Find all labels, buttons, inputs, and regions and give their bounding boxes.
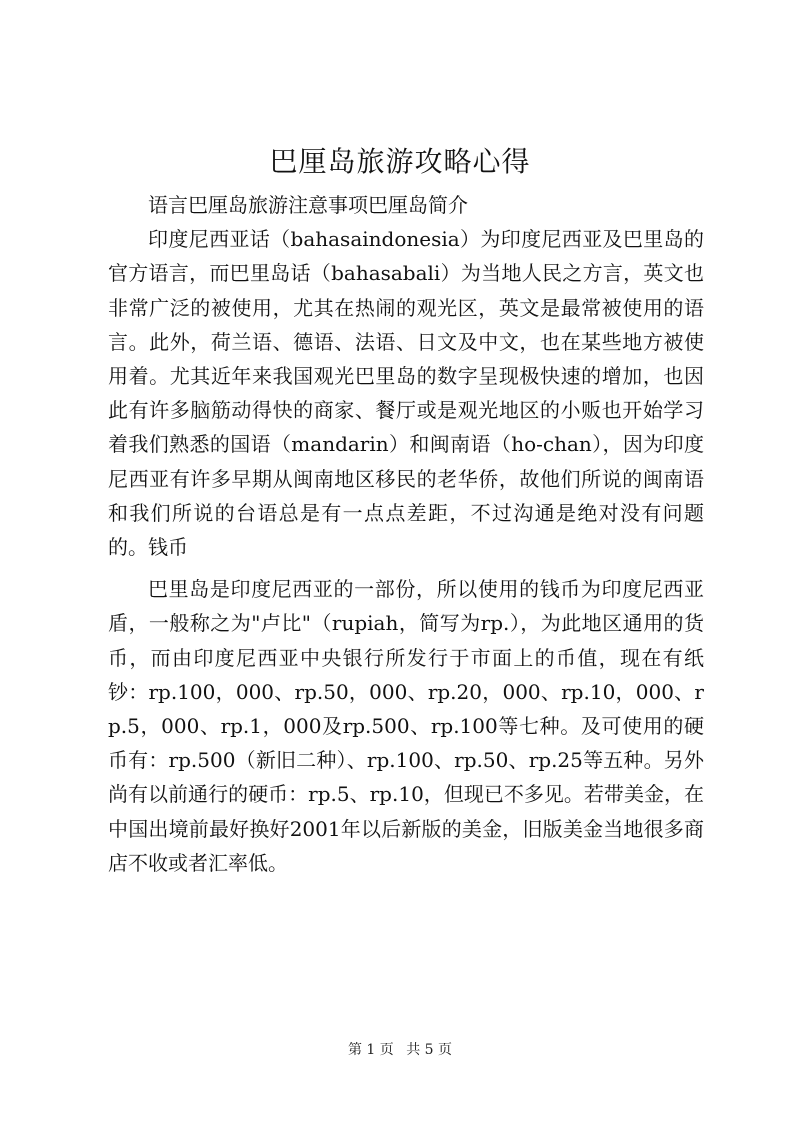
document-title: 巴厘岛旅游攻略心得 — [269, 145, 531, 178]
document-body — [108, 188, 704, 880]
page-total: 共 5 页 — [406, 1042, 453, 1058]
page-number: 第 1 页 — [347, 1042, 394, 1058]
paragraph-intro: 语言巴厘岛旅游注意事项巴厘岛简介 — [148, 193, 468, 217]
page-footer — [0, 1040, 800, 1060]
paragraph-currency: 巴里岛是印度尼西亚的一部份，所以使用的钱币为印度尼西亚盾，一般称之为"卢比"（rupiah，简写为rp.），为此地区通用的货币，而由印度尼西亚中央银行所发行于市面上的币值，现在有纸钞：rp.100，000、rp.50，000、rp.20，000、rp.10，000、rp.5，000、rp.1，000及rp.500、rp.100等七种。及可使用的硬币有：rp.500（新旧二种）、rp.100、rp.50、rp.25等五种。另外尚有以前通行的硬币：rp.5、rp.10，但现已不多见。若带美金，在中国出境前最好换好2001年以后新版的美金，旧版美金当地很多商店不收或者汇率低。 — [108, 577, 704, 875]
paragraph-language: 印度尼西亚话（bahasaindonesia）为印度尼西亚及巴里岛的官方语言，而巴里岛话（bahasabali）为当地人民之方言，英文也非常广泛的被使用，尤其在热闹的观光区，英文是最常被使用的语言。此外，荷兰语、德语、法语、日文及中文，也在某些地方被使用着。尤其近年来我国观光巴里岛的数字呈现极快速的增加，也因此有许多脑筋动得快的商家、餐厅或是观光地区的小贩也开始学习着我们熟悉的国语（mandarin）和闽南语（ho-chan），因为印度尼西亚有许多早期从闽南地区移民的老华侨，故他们所说的闽南语和我们所说的台语总是有一点点差距，不过沟通是绝对没有问题的。钱币 — [108, 227, 704, 560]
